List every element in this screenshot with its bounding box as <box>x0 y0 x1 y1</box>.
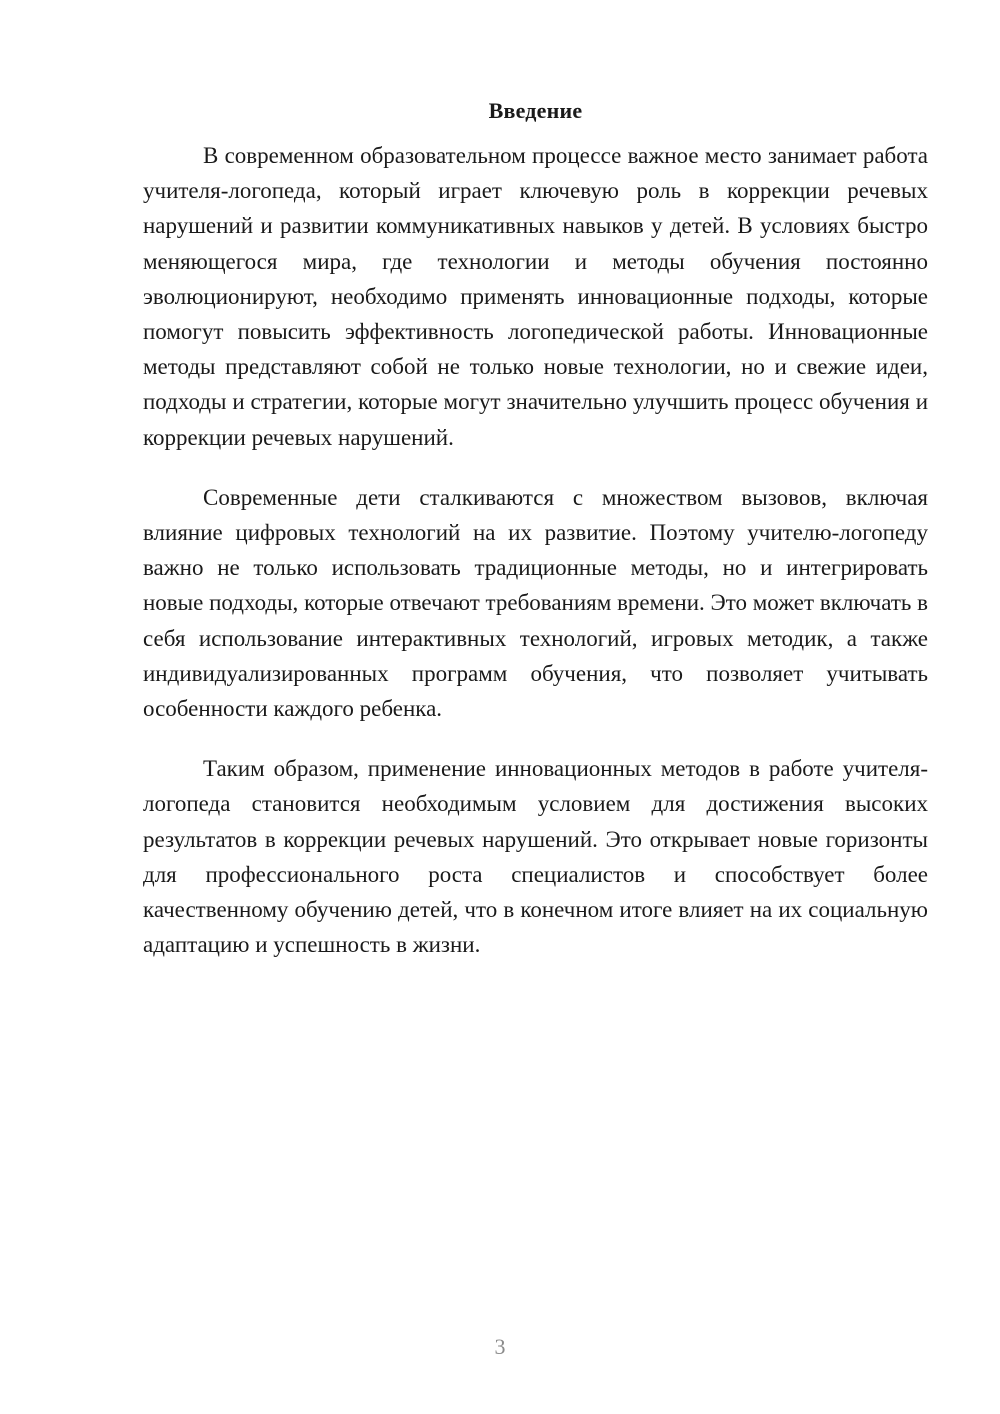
page-number: 3 <box>494 1334 506 1359</box>
section-title: Введение <box>488 98 583 123</box>
paragraph-2: Современные дети сталкиваются с множеством вызовов, включая влияние цифровых технологий на их развитие. Поэтому учителю-логопеду важно не только использовать традиционные методы, но и интегрировать новые подходы, которые отвечают требованиям времени. Это может включать в себя использование интерактивных технологий, игровых методик, а также индивидуализированных программ обучения, что позволяет учитывать особенности каждого ребенка. <box>143 484 928 722</box>
paragraph-3: Таким образом, применение инновационных методов в работе учителя-логопеда становится необходимым условием для достижения высоких результатов в коррекции речевых нарушений. Это открывает новые горизонты для профессионального роста специалистов и способствует более качественному обучению детей, что в конечном итоге влияет на их социальную адаптацию и успешность в жизни. <box>143 756 928 958</box>
page-content <box>143 96 928 987</box>
paragraph-1: В современном образовательном процессе важное место занимает работа учителя-логопеда, который играет ключевую роль в коррекции речевых нарушений и развитии коммуникативных навыков у детей. В условиях быстро меняющегося мира, где технологии и методы обучения постоянно эволюционируют, необходимо применять инновационные подходы, которые помогут повысить эффективность логопедической работы. Инновационные методы представляют собой не только новые технологии, но и свежие идеи, подходы и стратегии, которые могут значительно улучшить процесс обучения и коррекции речевых нарушений. <box>143 143 928 450</box>
